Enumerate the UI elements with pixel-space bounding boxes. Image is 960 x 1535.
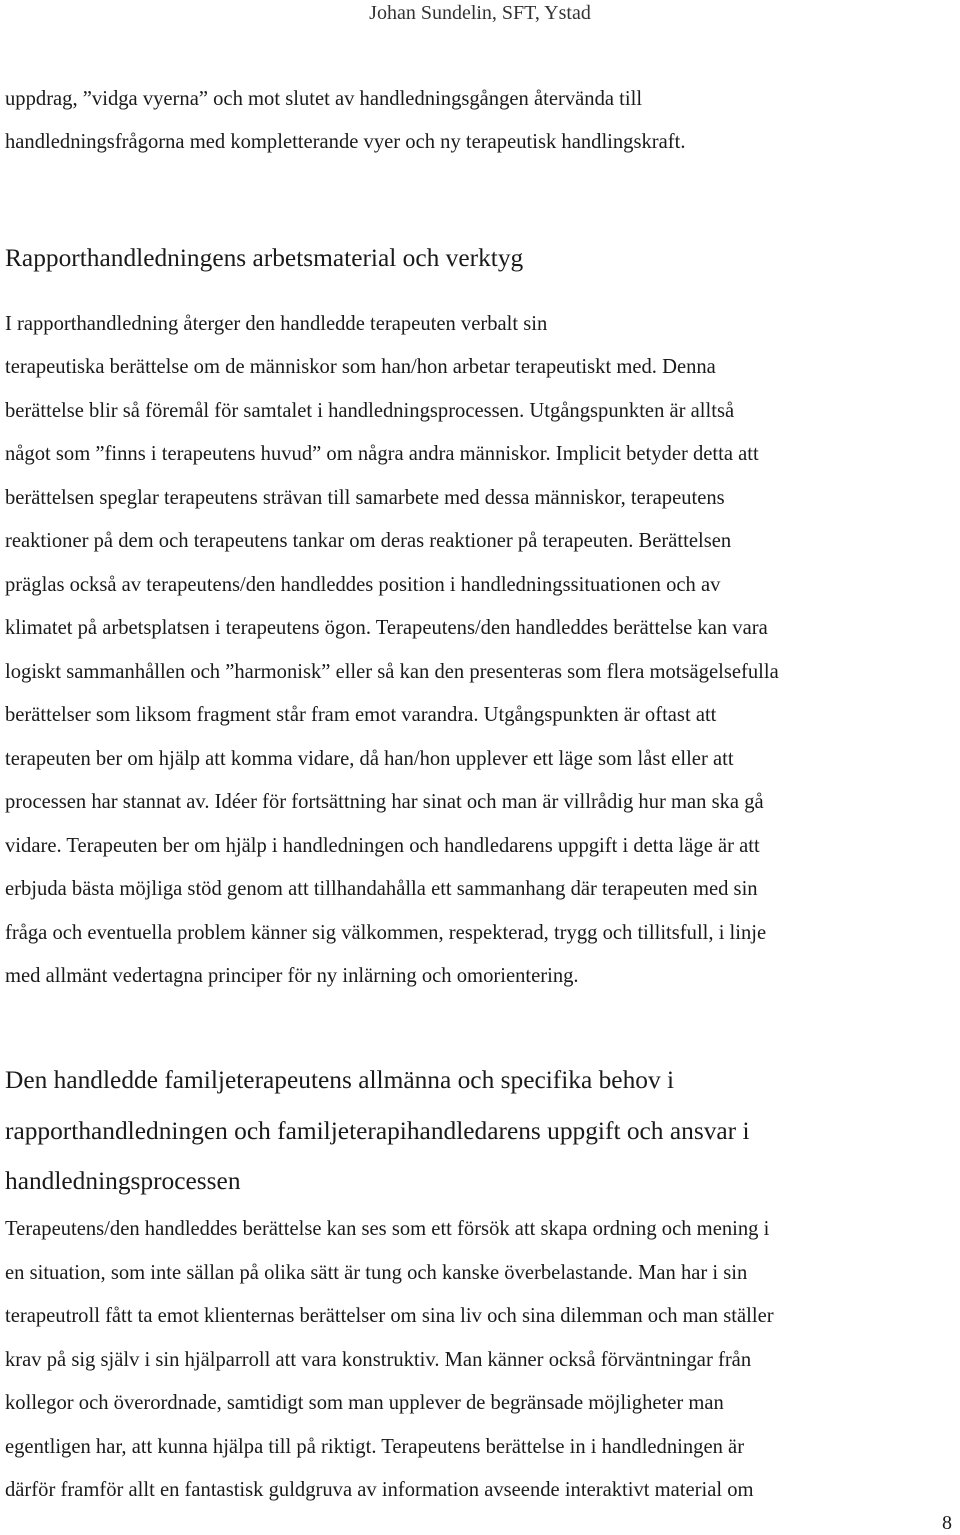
text-line: Terapeutens/den handleddes berättelse kan ses som ett försök att skapa ordning och mening i bbox=[5, 1218, 770, 1240]
text-line: I rapporthandledning återger den handledde terapeuten verbalt sin bbox=[5, 313, 548, 335]
text-line: terapeuten ber om hjälp att komma vidare, då han/hon upplever ett läge som låst eller att bbox=[5, 748, 734, 770]
text-line: uppdrag, ”vidga vyerna” och mot slutet av handledningsgången återvända till bbox=[5, 88, 643, 110]
heading-line: handledningsprocessen bbox=[5, 1167, 241, 1195]
text-line: med allmänt vedertagna principer för ny inlärning och omorientering. bbox=[5, 965, 579, 987]
page-header: Johan Sundelin, SFT, Ystad bbox=[369, 2, 591, 24]
text-line: kollegor och överordnade, samtidigt som man upplever de begränsade möjligheter man bbox=[5, 1392, 724, 1414]
text-line: reaktioner på dem och terapeutens tankar om deras reaktioner på terapeuten. Berättelsen bbox=[5, 530, 732, 552]
text-line: krav på sig själv i sin hjälparroll att vara konstruktiv. Man känner också förväntningar från bbox=[5, 1349, 752, 1371]
text-line: logiskt sammanhållen och ”harmonisk” eller så kan den presenteras som flera motsägelsefulla bbox=[5, 661, 779, 683]
heading-line: rapporthandledningen och familjeterapihandledarens uppgift och ansvar i bbox=[5, 1117, 750, 1145]
text-line: terapeutiska berättelse om de människor som han/hon arbetar terapeutiskt med. Denna bbox=[5, 356, 716, 378]
text-line: vidare. Terapeuten ber om hjälp i handledningen och handledarens uppgift i detta läge är att bbox=[5, 835, 760, 857]
text-line: fråga och eventuella problem känner sig välkommen, respekterad, trygg och tillitsfull, i linje bbox=[5, 922, 767, 944]
text-line: terapeutroll fått ta emot klienternas berättelser om sina liv och sina dilemman och man ställer bbox=[5, 1305, 774, 1327]
text-line: en situation, som inte sällan på olika sätt är tung och kanske överbelastande. Man har i sin bbox=[5, 1262, 748, 1284]
text-line: erbjuda bästa möjliga stöd genom att tillhandahålla ett sammanhang där terapeuten med sin bbox=[5, 878, 758, 900]
text-line: handledningsfrågorna med kompletterande vyer och ny terapeutisk handlingskraft. bbox=[5, 131, 686, 153]
page-number: 8 bbox=[942, 1512, 952, 1534]
text-line: klimatet på arbetsplatsen i terapeutens ögon. Terapeutens/den handleddes berättelse kan vara bbox=[5, 617, 768, 639]
text-line: berättelser som liksom fragment står fram emot varandra. Utgångspunkten är oftast att bbox=[5, 704, 717, 726]
text-line: något som ”finns i terapeutens huvud” om några andra människor. Implicit betyder detta att bbox=[5, 443, 759, 465]
heading-line: Rapporthandledningens arbetsmaterial och verktyg bbox=[5, 244, 524, 272]
text-line: egentligen har, att kunna hjälpa till på riktigt. Terapeutens berättelse in i handledningen är bbox=[5, 1436, 745, 1458]
text-line: präglas också av terapeutens/den handleddes position i handledningssituationen och av bbox=[5, 574, 721, 596]
text-line: processen har stannat av. Idéer för fortsättning har sinat och man är villrådig hur man ska gå bbox=[5, 791, 764, 813]
text-line: därför framför allt en fantastisk guldgruva av information avseende interaktivt material om bbox=[5, 1479, 754, 1501]
text-line: berättelsen speglar terapeutens strävan till samarbete med dessa människor, terapeutens bbox=[5, 487, 725, 509]
heading-line: Den handledde familjeterapeutens allmänna och specifika behov i bbox=[5, 1066, 675, 1094]
text-line: berättelse blir så föremål för samtalet i handledningsprocessen. Utgångspunkten är alltså bbox=[5, 400, 735, 422]
